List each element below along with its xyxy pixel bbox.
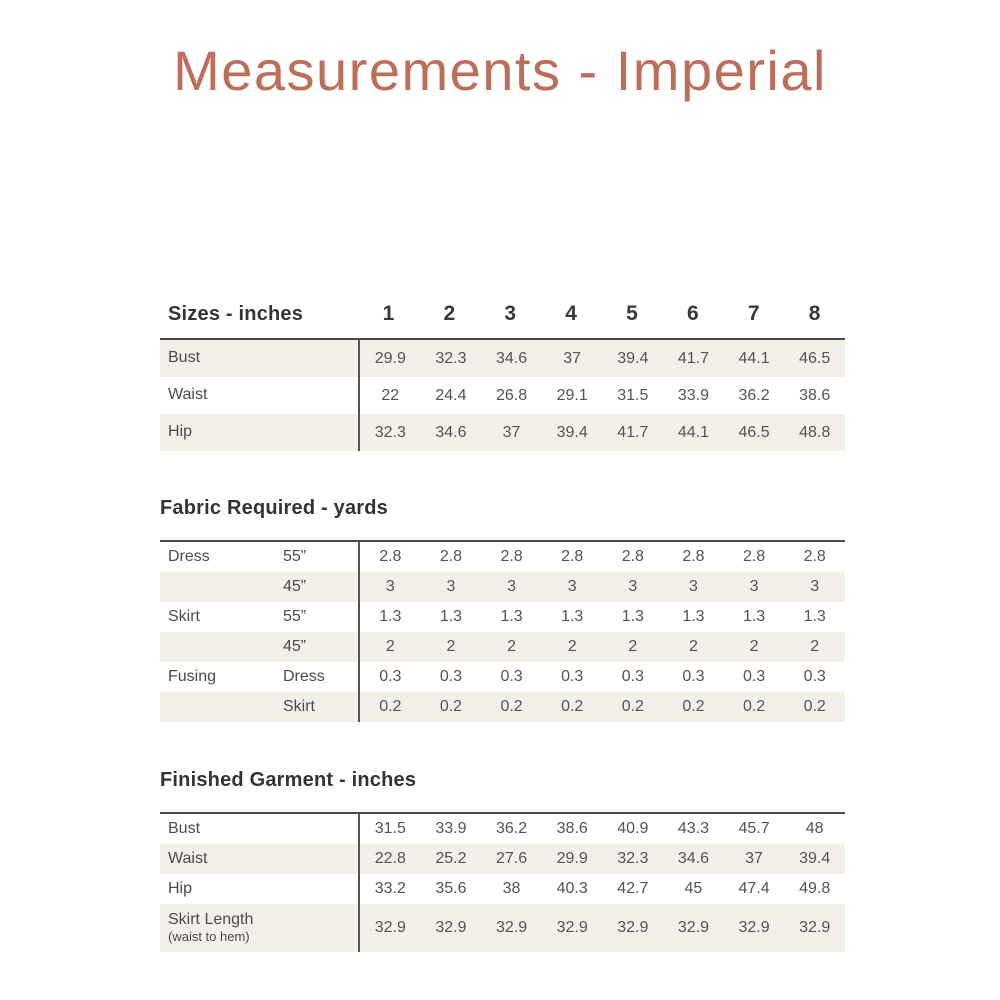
row-variant-label: 55” — [283, 547, 307, 565]
table-row — [160, 377, 845, 414]
sizes-header-row — [160, 300, 845, 338]
value-cell: 37 — [502, 423, 521, 441]
row-label-cell — [160, 844, 358, 874]
value-cell: 2.8 — [682, 548, 705, 565]
value-cell: 32.3 — [435, 349, 467, 367]
value-cell: 32.3 — [617, 850, 649, 867]
value-cell: 33.9 — [435, 820, 467, 837]
row-values — [358, 692, 845, 722]
row-values — [358, 904, 845, 952]
value-cell: 2 — [628, 638, 638, 655]
row-label-cell — [160, 814, 358, 844]
table-row — [160, 632, 845, 662]
value-cell: 0.2 — [742, 698, 766, 715]
value-cell: 32.9 — [435, 919, 467, 936]
sizes-section — [160, 300, 845, 451]
value-cell: 42.7 — [617, 880, 649, 897]
value-cell: 3 — [567, 578, 577, 595]
value-cell: 37 — [563, 349, 582, 367]
table-row — [160, 340, 845, 377]
value-cell: 32.9 — [738, 919, 770, 936]
value-cell: 45.7 — [738, 820, 770, 837]
value-cell: 35.6 — [435, 880, 467, 897]
row-label-cell — [160, 340, 358, 377]
value-cell: 1.3 — [500, 608, 523, 625]
row-values — [358, 632, 845, 662]
row-group-label: Dress — [168, 547, 210, 565]
value-cell: 24.4 — [435, 386, 467, 404]
value-cell: 41.7 — [677, 349, 709, 367]
value-cell: 0.2 — [682, 698, 705, 715]
value-cell: 0.2 — [500, 698, 523, 715]
value-cell: 40.9 — [617, 820, 649, 837]
value-cell: 0.3 — [500, 668, 523, 685]
size-number: 4 — [565, 302, 577, 325]
value-cell: 38.6 — [799, 386, 831, 404]
row-label-cell — [160, 377, 358, 414]
value-cell: 34.6 — [495, 349, 528, 367]
value-cell: 22 — [381, 386, 400, 404]
row-label: Bust — [168, 349, 201, 367]
finished-garment-section — [160, 766, 845, 952]
row-label: Waist — [168, 386, 208, 404]
value-cell: 46.5 — [799, 349, 831, 367]
value-cell: 38 — [502, 880, 521, 897]
value-cell: 32.3 — [374, 423, 406, 441]
fabric-section-header: Fabric Required - yards — [160, 497, 388, 519]
table-row — [160, 602, 845, 632]
value-cell: 44.1 — [738, 349, 770, 367]
value-cell: 0.3 — [742, 668, 766, 685]
value-cell: 2.8 — [803, 548, 826, 565]
table-row — [160, 414, 845, 451]
value-cell: 1.3 — [379, 608, 402, 625]
value-cell: 1.3 — [561, 608, 584, 625]
value-cell: 22.8 — [374, 850, 406, 867]
value-cell: 39.4 — [617, 349, 649, 367]
value-cell: 1.3 — [742, 608, 766, 625]
value-cell: 29.9 — [374, 349, 406, 367]
row-label-cell — [160, 692, 358, 722]
row-values — [358, 814, 845, 844]
row-label-cell — [160, 874, 358, 904]
size-numbers-row — [358, 300, 845, 328]
value-cell: 3 — [749, 578, 759, 595]
value-cell: 1.3 — [803, 608, 826, 625]
table-row — [160, 572, 845, 602]
row-variant-label: 55” — [283, 607, 307, 625]
value-cell: 3 — [446, 578, 456, 595]
row-group-label: Fusing — [168, 667, 217, 685]
value-cell: 32.9 — [374, 919, 406, 936]
row-values — [358, 542, 845, 572]
value-cell: 36.2 — [495, 820, 528, 837]
value-cell: 2 — [567, 638, 577, 655]
table-row — [160, 814, 845, 844]
row-variant-label: 45” — [283, 577, 307, 595]
fabric-table — [160, 540, 845, 722]
value-cell: 3 — [507, 578, 517, 595]
value-cell: 34.6 — [677, 850, 709, 867]
value-cell: 2 — [688, 638, 698, 655]
value-cell: 0.2 — [803, 698, 826, 715]
value-cell: 37 — [745, 850, 763, 867]
value-cell: 2.8 — [379, 548, 402, 565]
table-row — [160, 904, 845, 952]
value-cell: 46.5 — [738, 423, 770, 441]
row-label-cell — [160, 542, 358, 572]
value-cell: 0.2 — [621, 698, 644, 715]
value-cell: 2.8 — [439, 548, 463, 565]
value-cell: 33.2 — [374, 880, 406, 897]
value-cell: 49.8 — [799, 880, 831, 897]
fabric-section — [160, 494, 845, 722]
sizes-section-header: Sizes - inches — [168, 303, 304, 325]
value-cell: 2 — [385, 638, 395, 655]
row-variant-label: 45” — [283, 637, 307, 655]
value-cell: 47.4 — [738, 880, 770, 897]
value-cell: 45 — [684, 880, 703, 897]
row-values — [358, 662, 845, 692]
row-variant-label: Skirt — [283, 697, 315, 715]
table-row — [160, 844, 845, 874]
value-cell: 43.3 — [677, 820, 709, 837]
table-row — [160, 662, 845, 692]
value-cell: 34.6 — [435, 423, 467, 441]
value-cell: 0.3 — [621, 668, 644, 685]
table-row — [160, 542, 845, 572]
value-cell: 1.3 — [439, 608, 463, 625]
value-cell: 31.5 — [617, 386, 649, 404]
value-cell: 44.1 — [677, 423, 709, 441]
value-cell: 29.9 — [556, 850, 588, 867]
value-cell: 32.9 — [556, 919, 588, 936]
row-values — [358, 602, 845, 632]
row-label-cell — [160, 632, 358, 662]
value-cell: 0.3 — [561, 668, 584, 685]
value-cell: 3 — [810, 578, 820, 595]
row-values — [358, 414, 845, 451]
value-cell: 25.2 — [435, 850, 467, 867]
size-number: 2 — [443, 302, 456, 325]
row-label: Skirt Length — [168, 911, 254, 928]
value-cell: 0.2 — [561, 698, 584, 715]
value-cell: 2.8 — [500, 548, 523, 565]
value-cell: 48 — [805, 820, 824, 837]
row-values — [358, 874, 845, 904]
row-values — [358, 572, 845, 602]
row-label: Hip — [168, 423, 193, 441]
value-cell: 29.1 — [556, 386, 588, 404]
size-number: 8 — [808, 302, 821, 325]
value-cell: 0.3 — [803, 668, 826, 685]
value-cell: 2 — [810, 638, 820, 655]
value-cell: 38.6 — [556, 820, 588, 837]
value-cell: 3 — [688, 578, 698, 595]
value-cell: 2.8 — [742, 548, 766, 565]
finished-garment-table — [160, 812, 845, 952]
value-cell: 26.8 — [495, 386, 528, 404]
row-label-cell — [160, 602, 358, 632]
value-cell: 41.7 — [617, 423, 649, 441]
value-cell: 48.8 — [799, 423, 831, 441]
row-values — [358, 844, 845, 874]
value-cell: 2.8 — [561, 548, 584, 565]
size-number: 3 — [504, 302, 517, 325]
value-cell: 2 — [446, 638, 456, 655]
row-label-cell — [160, 662, 358, 692]
row-label-cell — [160, 414, 358, 451]
value-cell: 2 — [749, 638, 759, 655]
row-label-cell — [160, 904, 358, 952]
row-group-label: Skirt — [168, 607, 200, 625]
row-variant-label: Dress — [283, 667, 325, 685]
value-cell: 2 — [507, 638, 517, 655]
row-label-cell — [160, 572, 358, 602]
size-number: 6 — [686, 302, 699, 325]
value-cell: 36.2 — [738, 386, 770, 404]
value-cell: 0.2 — [379, 698, 402, 715]
value-cell: 0.3 — [439, 668, 463, 685]
row-label: Bust — [168, 819, 201, 837]
row-label: Waist — [168, 849, 208, 867]
row-sublabel: (waist to hem) — [168, 929, 250, 945]
value-cell: 0.2 — [439, 698, 463, 715]
size-number: 5 — [626, 302, 638, 325]
value-cell: 1.3 — [621, 608, 644, 625]
value-cell: 32.9 — [799, 919, 831, 936]
size-number: 1 — [382, 302, 395, 325]
table-row — [160, 874, 845, 904]
table-row — [160, 692, 845, 722]
value-cell: 32.9 — [677, 919, 709, 936]
finished-section-header: Finished Garment - inches — [160, 769, 417, 791]
value-cell: 1.3 — [682, 608, 705, 625]
row-values — [358, 377, 845, 414]
value-cell: 33.9 — [677, 386, 709, 404]
value-cell: 39.4 — [556, 423, 588, 441]
value-cell: 0.3 — [682, 668, 705, 685]
value-cell: 0.3 — [379, 668, 402, 685]
value-cell: 39.4 — [799, 850, 831, 867]
row-label: Hip — [168, 879, 193, 897]
value-cell: 40.3 — [556, 880, 588, 897]
sizes-table — [160, 338, 845, 451]
value-cell: 3 — [385, 578, 395, 595]
value-cell: 2.8 — [621, 548, 644, 565]
value-cell: 27.6 — [495, 850, 528, 867]
row-values — [358, 340, 845, 377]
value-cell: 32.9 — [495, 919, 528, 936]
value-cell: 3 — [628, 578, 638, 595]
page-title: Measurements - Imperial — [173, 39, 827, 102]
size-number: 7 — [747, 302, 760, 325]
value-cell: 32.9 — [617, 919, 649, 936]
value-cell: 31.5 — [374, 820, 406, 837]
